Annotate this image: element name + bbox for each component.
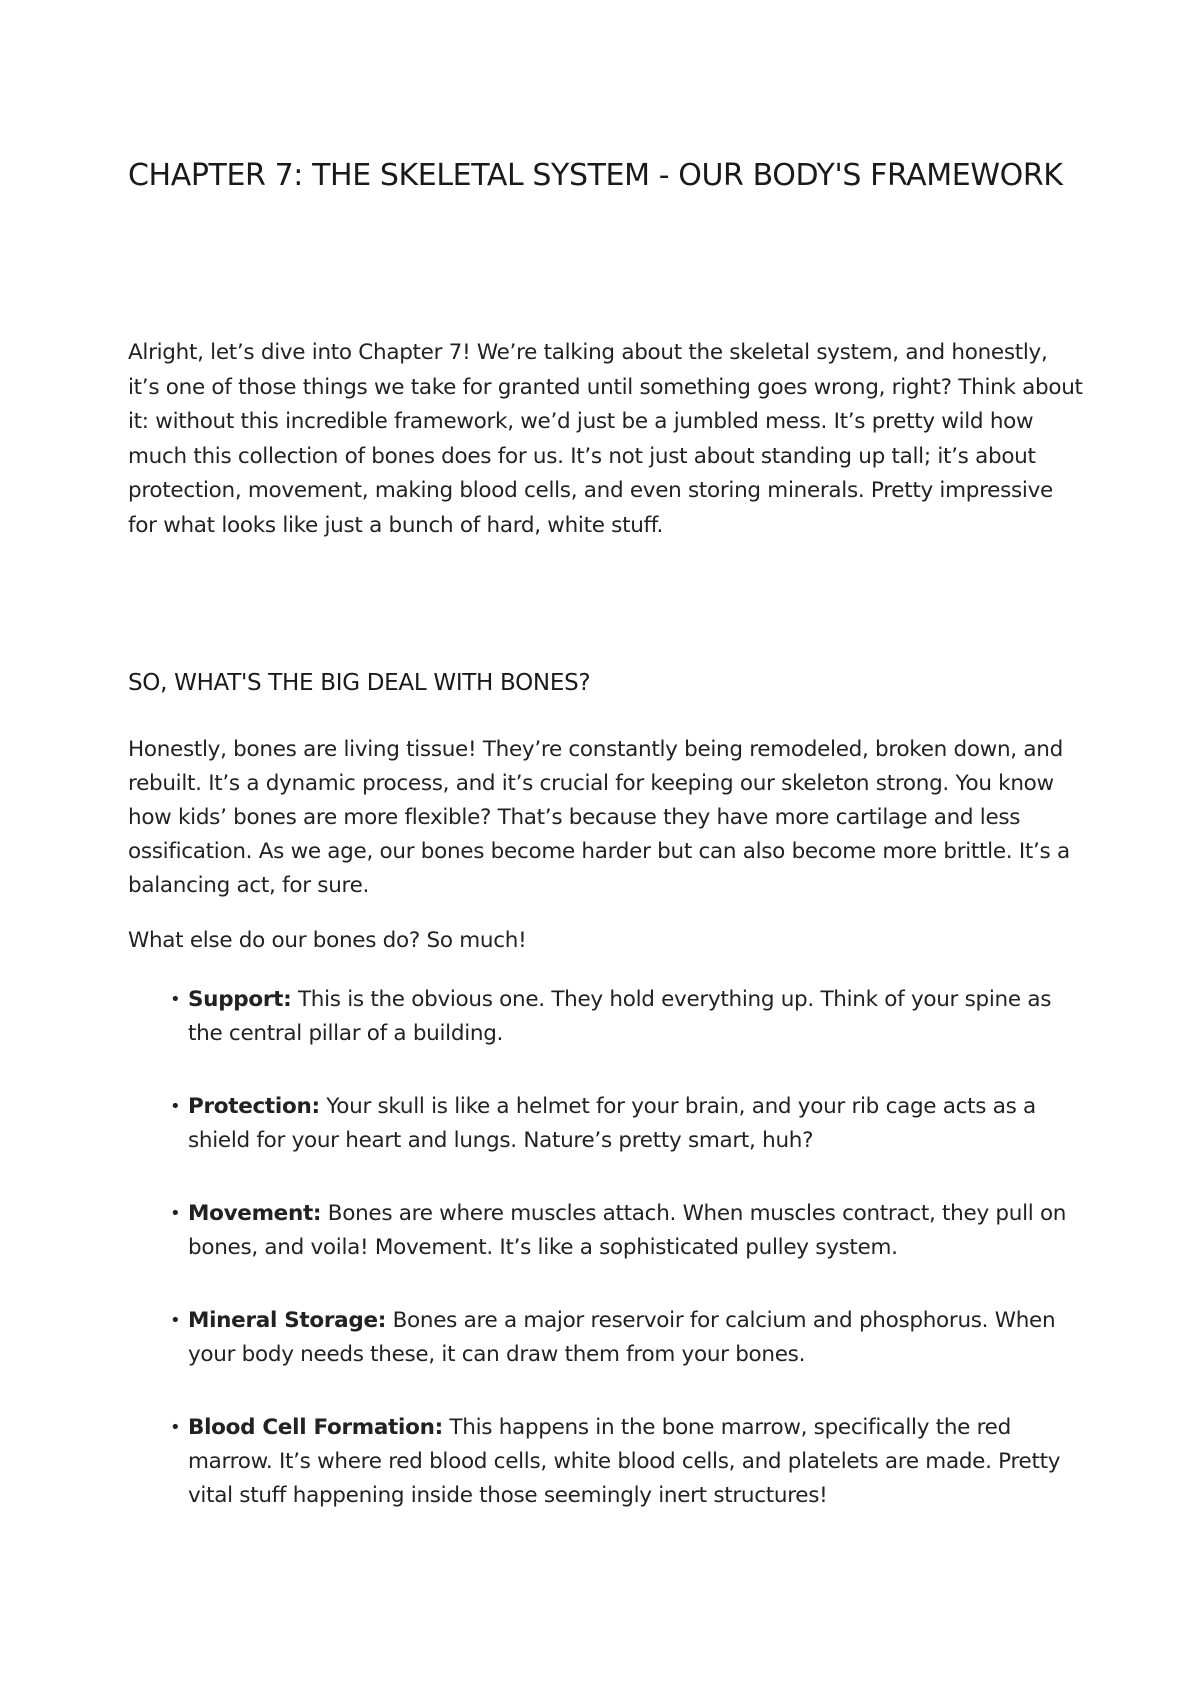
list-item-blood-cell-formation bbox=[170, 1411, 1083, 1513]
list-item-text: This is the obvious one. They hold everything up. Think of your spine as the central pillar of a building. bbox=[188, 987, 1052, 1046]
chapter-title: CHAPTER 7: THE SKELETAL SYSTEM - OUR BODY'S FRAMEWORK bbox=[128, 158, 1063, 193]
list-item-term: Blood Cell Formation: bbox=[188, 1415, 443, 1440]
intro-paragraph: Alright, let’s dive into Chapter 7! We’re talking about the skeletal system, and honestly, it’s one of those things we take for granted until something goes wrong, right? Think about it: without this incredible framework, we’d just be a jumbled mess. It’s pretty wild how much this collection of bones does for us. It’s not just about standing up tall; it’s about protection, movement, making blood cells, and even storing minerals. Pretty impressive for what looks like just a bunch of hard, white stuff. bbox=[128, 340, 1083, 538]
list-item-text: Bones are a major reservoir for calcium and phosphorus. When your body needs these, it can draw them from your bones. bbox=[188, 1308, 1056, 1367]
section-heading: SO, WHAT'S THE BIG DEAL WITH BONES? bbox=[128, 670, 591, 696]
bullet-icon: • bbox=[170, 989, 181, 1010]
list-item-term: Mineral Storage: bbox=[188, 1308, 387, 1333]
list-item-term: Movement: bbox=[188, 1201, 322, 1226]
bullet-icon: • bbox=[170, 1417, 181, 1438]
list-item-text: Your skull is like a helmet for your brain, and your rib cage acts as a shield for your heart and lungs. Nature’s pretty smart, huh? bbox=[188, 1094, 1036, 1153]
list-item-text: Bones are where muscles attach. When muscles contract, they pull on bones, and voila! Movement. It’s like a sophisticated pulley system. bbox=[188, 1201, 1067, 1260]
section-paragraph-1: Honestly, bones are living tissue! They’re constantly being remodeled, broken down, and rebuilt. It’s a dynamic process, and it’s crucial for keeping our skeleton strong. You know how kids’ bones are more flexible? That’s because they have more cartilage and less ossification. As we age, our bones become harder but can also become more brittle. It’s a balancing act, for sure. bbox=[128, 737, 1070, 898]
list-item-protection bbox=[170, 1090, 1083, 1158]
bullet-icon: • bbox=[170, 1203, 181, 1224]
section-paragraph-2: What else do our bones do? So much! bbox=[128, 928, 527, 953]
list-item-text: This happens in the bone marrow, specifically the red marrow. It’s where red blood cells, white blood cells, and platelets are made. Pretty vital stuff happening inside those seemingly inert structures! bbox=[188, 1415, 1061, 1508]
list-item-term: Support: bbox=[188, 987, 292, 1012]
list-item-term: Protection: bbox=[188, 1094, 320, 1119]
bullet-icon: • bbox=[170, 1310, 181, 1331]
bullet-icon: • bbox=[170, 1096, 181, 1117]
list-item-movement bbox=[170, 1197, 1083, 1265]
list-item-support bbox=[170, 983, 1083, 1051]
list-item-mineral-storage bbox=[170, 1304, 1083, 1372]
functions-list bbox=[170, 983, 1083, 1552]
